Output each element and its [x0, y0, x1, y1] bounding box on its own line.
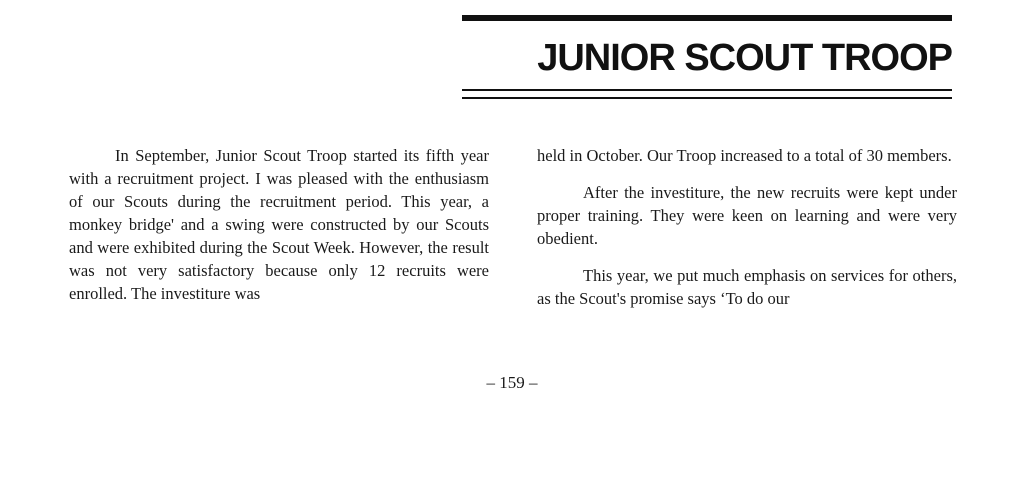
header-bottom-rule-upper [462, 89, 952, 91]
body-column-left [69, 144, 489, 305]
body-column-right [537, 144, 957, 310]
header-bottom-rule-lower [462, 97, 952, 99]
paragraph-left-1: In September, Junior Scout Troop started its fifth year with a recruitment project. I was pleased with the enthusiasm of our Scouts during the recruitment period. This year, a monkey bridge' and a swing were constructed by our Scouts and were exhibited during the Scout Week. However, the result was not very satisfactory because only 12 recruits were enrolled. The investiture was [69, 146, 489, 303]
paragraph-right-1: held in October. Our Troop increased to a total of 30 members. [537, 146, 952, 165]
paragraph-right-3: This year, we put much emphasis on services for others, as the Scout's promise says ‘To do our [537, 266, 957, 308]
paragraph-right-2: After the investiture, the new recruits were kept under proper training. They were keen on learning and were very obedient. [537, 183, 957, 248]
header-top-rule [462, 15, 952, 21]
page-number: – 159 – [486, 373, 538, 392]
page-title: JUNIOR SCOUT TROOP [537, 37, 952, 79]
